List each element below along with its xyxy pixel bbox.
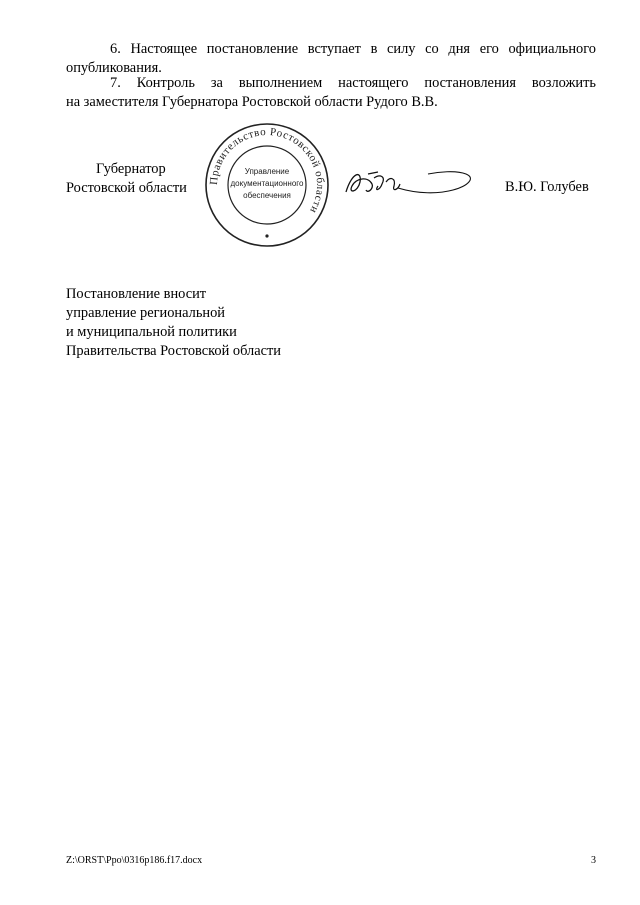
paragraph-7-first-line: 7. Контроль за выполнением настоящего постановления возложить [110, 75, 596, 91]
signer-name: В.Ю. Голубев [505, 179, 589, 195]
paragraph-6-first-line: 6. Настоящее постановление вступает в силу со дня его официального [110, 41, 596, 57]
position-region: Ростовской области [66, 180, 187, 196]
handwritten-signature [338, 164, 478, 204]
stamp-inner-line-3: обеспечения [243, 191, 291, 200]
note-line: Постановление вносит [66, 286, 207, 302]
paragraph-6-continuation: опубликования. [66, 60, 162, 76]
paragraph-7-continuation: на заместителя Губернатора Ростовской области Рудого В.В. [66, 94, 438, 110]
position-title: Губернатор [96, 161, 166, 177]
note-line: и муниципальной политики [66, 324, 237, 340]
paragraph-7 [66, 74, 596, 112]
stamp-inner-line-1: Управление [244, 167, 290, 176]
signature-position [66, 160, 206, 198]
official-seal-stamp [203, 121, 331, 249]
page-number: 3 [591, 855, 596, 866]
submitted-by-note [66, 285, 366, 361]
paragraph-6 [66, 40, 596, 78]
note-line: Правительства Ростовской области [66, 343, 281, 359]
footer-file-path: Z:\ORST\Ppo\0316p186.f17.docx [66, 855, 203, 866]
note-line: управление региональной [66, 305, 225, 321]
stamp-inner-line-2: документационного [230, 179, 304, 188]
stamp-outer-text: Правительство Ростовской области [207, 125, 327, 216]
